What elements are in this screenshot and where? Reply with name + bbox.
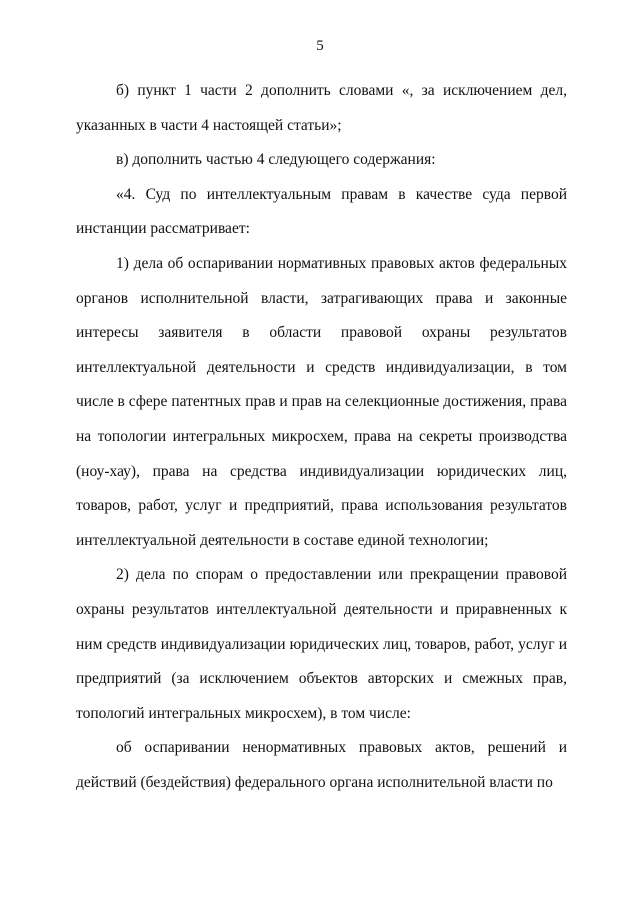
paragraph-part-4: «4. Суд по интеллектуальным правам в качестве суда первой инстанции рассматривает: — [76, 185, 567, 238]
page-number: 5 — [316, 38, 324, 54]
paragraph-b: б) пункт 1 части 2 дополнить словами «, за исключением дел, указанных в части 4 настоящей статьи»; — [76, 82, 567, 134]
paragraph-item-2: 2) дела по спорам о предоставлении или прекращении правовой охраны результатов интеллектуальной деятельности и приравненных к ним средств индивидуализации юридических лиц, товаров, работ, услуг и предприятий (за исключением объектов авторских и смежных прав, топологий интегральных микросхем), в том числе: — [76, 566, 567, 722]
paragraph-v: в) дополнить частью 4 следующего содержания: — [116, 151, 436, 169]
paragraph-contest: об оспаривании ненормативных правовых актов, решений и действий (бездействия) федерального органа исполнительной власти по — [76, 739, 567, 791]
paragraph-item-1: 1) дела об оспаривании нормативных правовых актов федеральных органов исполнительной власти, затрагивающих права и законные интересы заявителя в области правовой охраны результатов интеллектуальной деятельности и средств индивидуализации, в том числе в сфере патентных прав и прав на селекционные достижения, права на топологии интегральных микросхем, права на секреты производства (ноу-хау), права на средства индивидуализации юридических лиц, товаров, работ, услуг и предприятий, права использования результатов интеллектуальной деятельности в составе единой технологии; — [76, 254, 567, 549]
document-body — [76, 74, 567, 800]
